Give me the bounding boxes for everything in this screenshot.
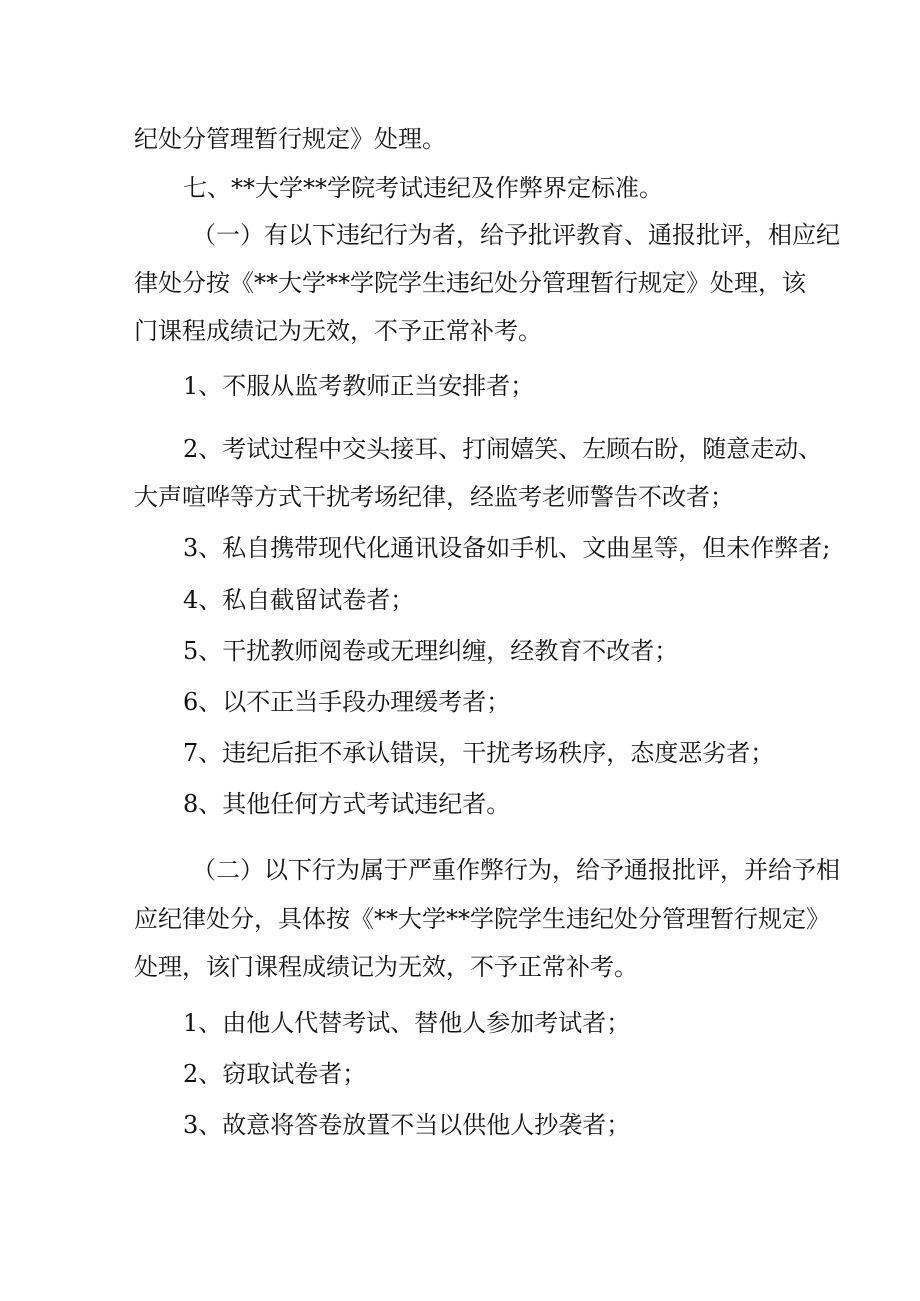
list-item: 7、违纪后拒不承认错误，干扰考场秩序，态度恶劣者； (183, 739, 775, 767)
subsection-two-line-1: （二）以下行为属于严重作弊行为，给予通报批评，并给予相 (192, 856, 840, 884)
subsection-two-line-2: 应纪律处分，具体按《**大学**学院学生违纪处分管理暂行规定》 (134, 905, 830, 933)
list-item: 6、以不正当手段办理缓考者； (183, 688, 511, 716)
list-item: 5、干扰教师阅卷或无理纠缠，经教育不改者； (183, 637, 679, 665)
subsection-one-line-3: 门课程成绩记为无效，不予正常补考。 (134, 317, 542, 345)
list-item: 4、私自截留试卷者； (183, 586, 415, 614)
list-item: 1、由他人代替考试、替他人参加考试者； (183, 1009, 631, 1037)
subsection-two-line-3: 处理，该门课程成绩记为无效，不予正常补考。 (134, 953, 638, 981)
paragraph-continuation: 纪处分管理暂行规定》处理。 (134, 125, 446, 153)
list-item: 3、私自携带现代化通讯设备如手机、文曲星等，但未作弊者; (183, 534, 831, 562)
list-item-continuation: 大声喧哗等方式干扰考场纪律，经监考老师警告不改者； (134, 483, 734, 511)
list-item: 1、不服从监考教师正当安排者； (183, 372, 535, 400)
subsection-one-line-1: （一）有以下违纪行为者，给予批评教育、通报批评，相应纪 (192, 221, 840, 249)
list-item: 3、故意将答卷放置不当以供他人抄袭者； (183, 1111, 631, 1139)
list-item: 2、考试过程中交头接耳、打闹嬉笑、左顾右盼，随意走动、 (183, 435, 823, 463)
subsection-one-line-2: 律处分按《**大学**学院学生违纪处分管理暂行规定》处理，该 (134, 269, 806, 297)
list-item: 2、窃取试卷者； (183, 1060, 367, 1088)
section-heading: 七、**大学**学院考试违纪及作弊界定标准。 (183, 174, 663, 202)
list-item: 8、其他任何方式考试违纪者。 (183, 790, 511, 818)
